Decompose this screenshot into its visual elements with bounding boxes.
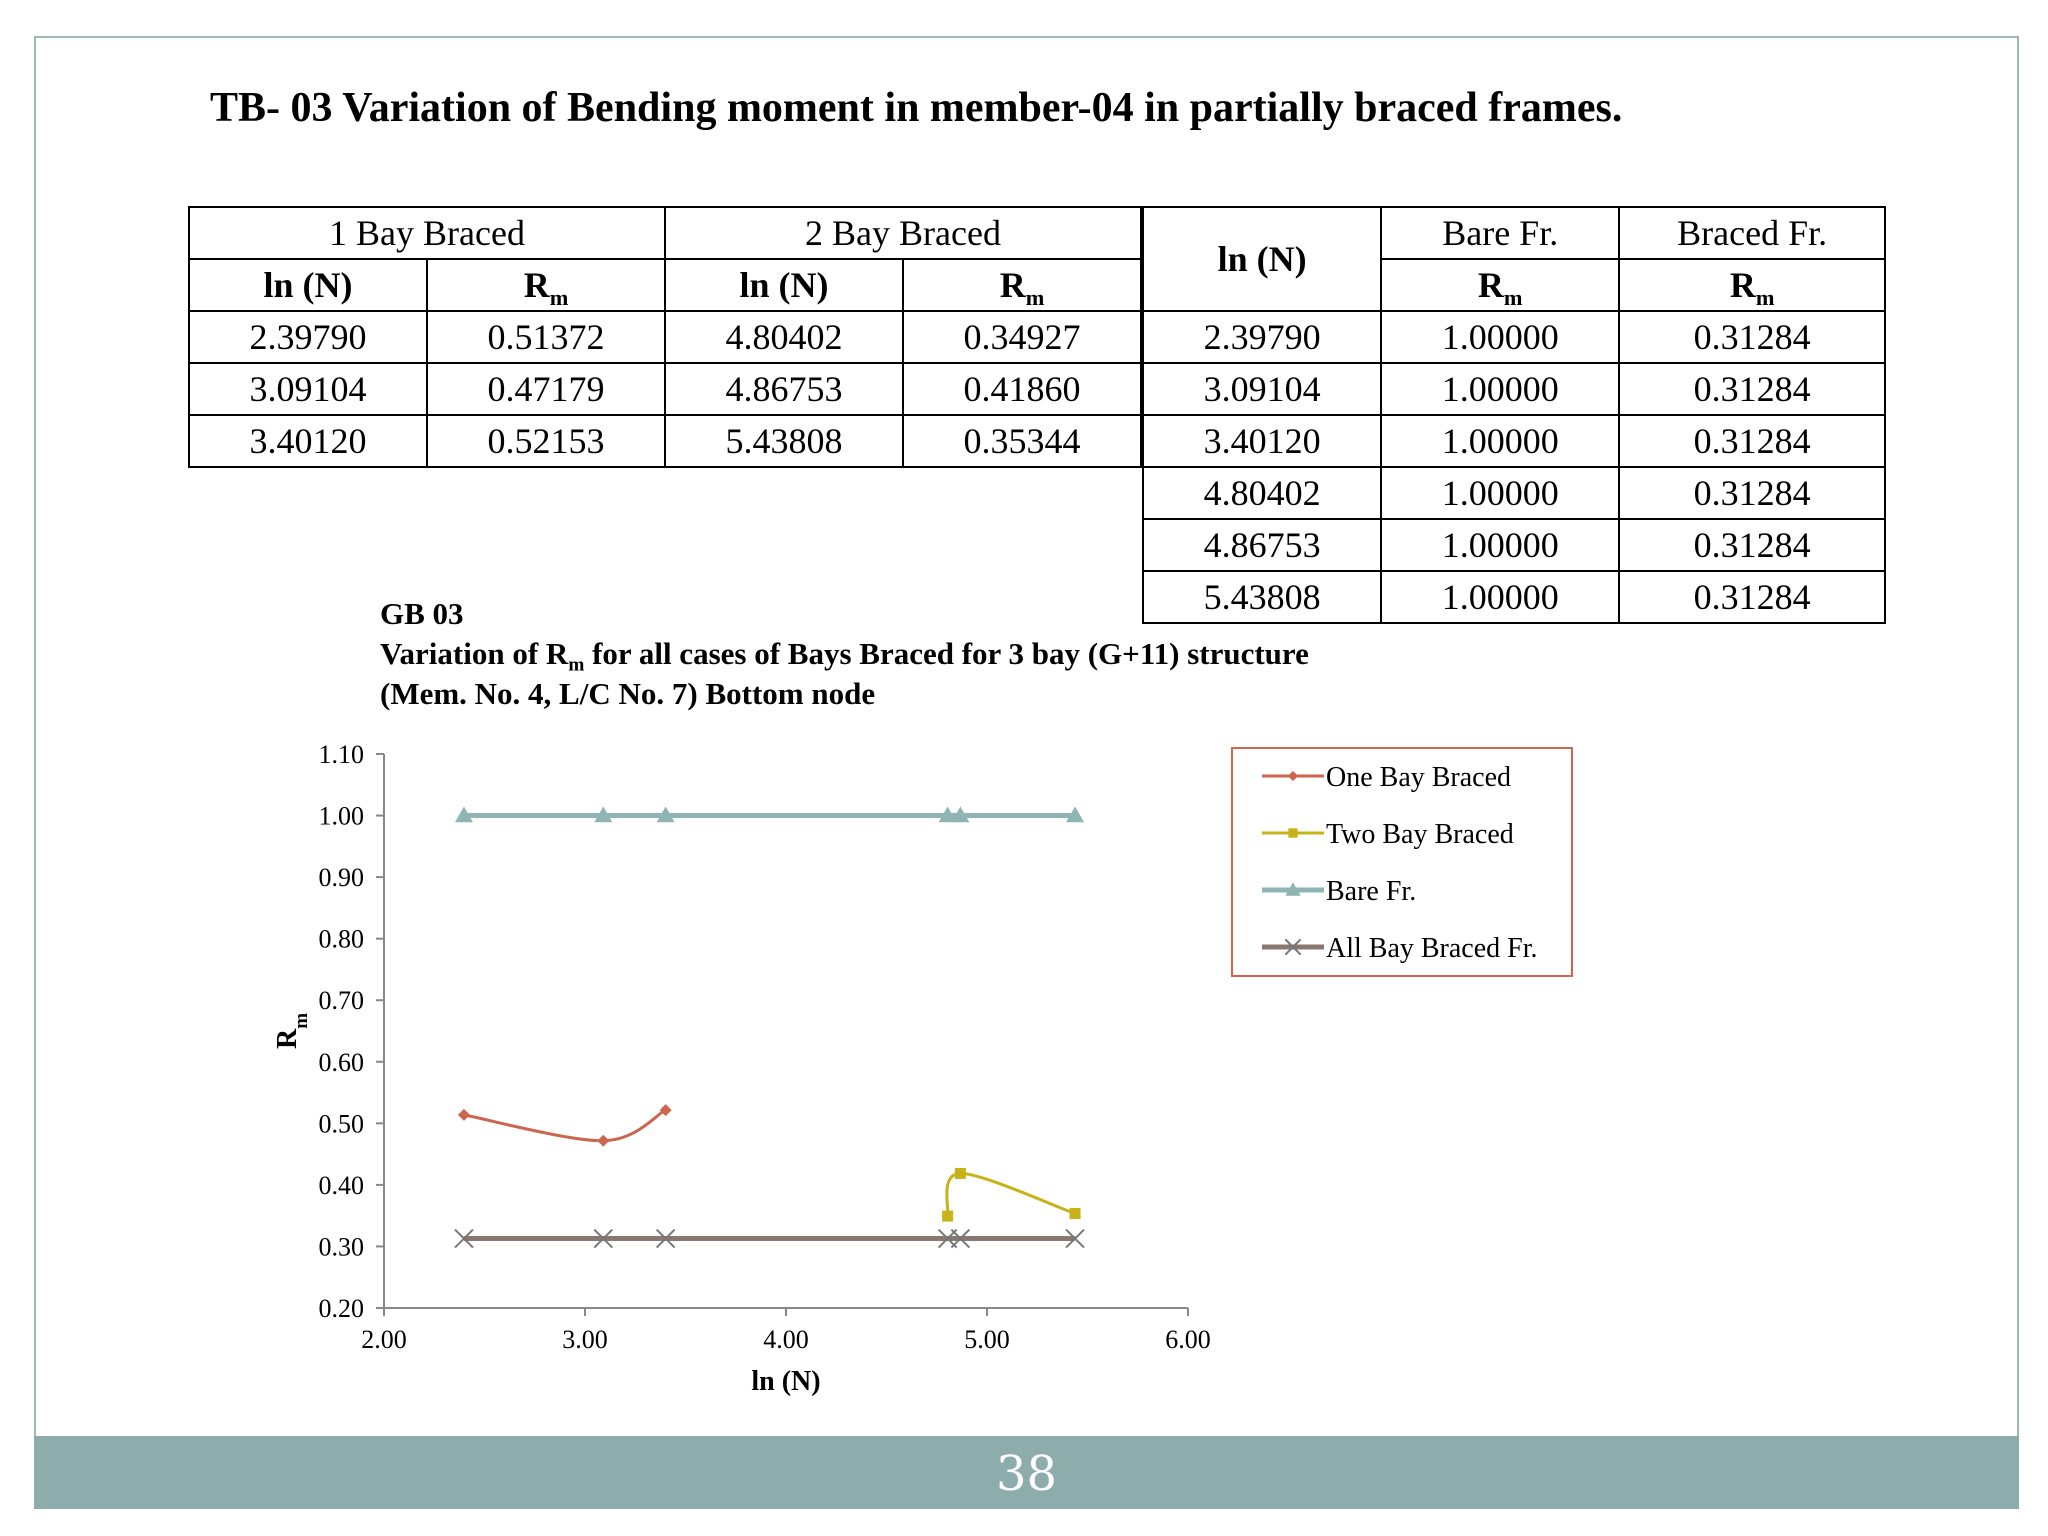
- table-cell: 0.31284: [1619, 415, 1885, 467]
- graph-caption-title: Variation of $R_m$ for all cases of Bays Braced for 3 bay (G+11) structure: [380, 636, 1309, 676]
- header-1-bay-braced: 1 Bay Braced: [189, 207, 665, 259]
- y-axis-label: $R_m$: [272, 1012, 312, 1050]
- footer-band: [34, 1436, 2019, 1509]
- table-cell: 1.00000: [1381, 519, 1619, 571]
- y-tick-label: 0.60: [318, 1047, 364, 1077]
- y-tick-label: 0.90: [318, 863, 364, 893]
- table-cell: 2.39790: [1143, 311, 1381, 363]
- data-point: [942, 1211, 953, 1222]
- header-braced-fr: Braced Fr.: [1619, 207, 1885, 259]
- y-tick-label: 0.20: [318, 1294, 364, 1323]
- chart-legend: [1232, 748, 1572, 976]
- y-tick-label: 1.00: [318, 801, 364, 831]
- table-cell: 0.52153: [427, 415, 665, 467]
- data-point: [1070, 1208, 1081, 1219]
- legend-marker: [1288, 828, 1297, 837]
- table-cell: 0.31284: [1619, 467, 1885, 519]
- x-tick-label: 6.00: [1165, 1325, 1211, 1354]
- y-tick-label: 0.40: [318, 1170, 364, 1200]
- table-cell: 0.51372: [427, 311, 665, 363]
- header-bare-fr: Bare Fr.: [1381, 207, 1619, 259]
- table-cell: 4.86753: [1143, 519, 1381, 571]
- y-tick-label: 0.80: [318, 924, 364, 954]
- table-cell: 0.31284: [1619, 571, 1885, 623]
- table-cell: 3.40120: [189, 415, 427, 467]
- col-rm-header: $R_m$: [1619, 259, 1885, 311]
- slide-title: TB- 03 Variation of Bending moment in member-04 in partially braced frames.: [210, 85, 1623, 131]
- data-point: [955, 1168, 966, 1179]
- y-tick-label: 1.10: [318, 740, 364, 769]
- col-rm-header: $R_m$: [903, 259, 1141, 311]
- page-number: 38: [995, 1446, 1058, 1502]
- y-tick-label: 0.30: [318, 1232, 364, 1262]
- col-ln-header: ln (N): [189, 259, 427, 311]
- legend-label: Bare Fr.: [1326, 876, 1417, 907]
- x-tick-label: 5.00: [964, 1325, 1010, 1354]
- table-cell: 0.41860: [903, 363, 1141, 415]
- col-ln-header: ln (N): [665, 259, 903, 311]
- table-cell: 0.31284: [1619, 519, 1885, 571]
- table-cell: 3.09104: [189, 363, 427, 415]
- table-cell: 4.80402: [665, 311, 903, 363]
- table-cell: 0.35344: [903, 415, 1141, 467]
- x-axis-label: ln (N): [751, 1366, 821, 1397]
- graph-caption-id: GB 03: [380, 596, 464, 631]
- graph-caption-subtitle: (Mem. No. 4, L/C No. 7) Bottom node: [380, 676, 876, 711]
- col-ln-header: ln (N): [1143, 207, 1381, 311]
- table-cell: 0.34927: [903, 311, 1141, 363]
- table-cell: 1.00000: [1381, 415, 1619, 467]
- header-2-bay-braced: 2 Bay Braced: [665, 207, 1141, 259]
- x-tick-label: 3.00: [562, 1325, 608, 1354]
- table-cell: 2.39790: [189, 311, 427, 363]
- x-tick-label: 2.00: [361, 1325, 407, 1354]
- legend-label: Two Bay Braced: [1326, 819, 1514, 850]
- table-cell: 3.40120: [1143, 415, 1381, 467]
- table-cell: 3.09104: [1143, 363, 1381, 415]
- col-rm-header: $R_m$: [1381, 259, 1619, 311]
- table-cell: 0.31284: [1619, 311, 1885, 363]
- table-cell: 0.47179: [427, 363, 665, 415]
- table-cell: 1.00000: [1381, 467, 1619, 519]
- table-cell: 1.00000: [1381, 311, 1619, 363]
- col-rm-header: $R_m$: [427, 259, 665, 311]
- y-tick-label: 0.70: [318, 986, 364, 1016]
- x-tick-label: 4.00: [763, 1325, 809, 1354]
- table-cell: 1.00000: [1381, 363, 1619, 415]
- table-cell: 5.43808: [665, 415, 903, 467]
- y-tick-label: 0.50: [318, 1109, 364, 1139]
- table-cell: 4.80402: [1143, 467, 1381, 519]
- chart-background: [380, 740, 2010, 1420]
- table-cell: 5.43808: [1143, 571, 1381, 623]
- table-cell: 0.31284: [1619, 363, 1885, 415]
- table-cell: 1.00000: [1381, 571, 1619, 623]
- legend-label: All Bay Braced Fr.: [1326, 933, 1538, 964]
- legend-label: One Bay Braced: [1326, 762, 1512, 793]
- table-cell: 4.86753: [665, 363, 903, 415]
